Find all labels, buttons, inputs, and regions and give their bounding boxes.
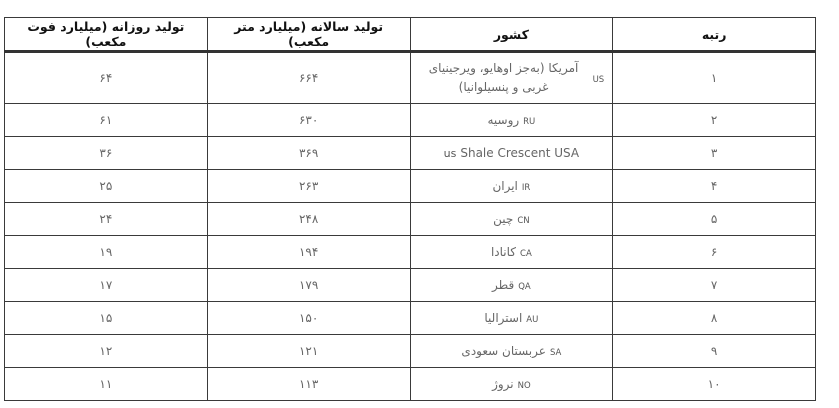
table-row	[5, 269, 816, 302]
rank-cell: ۸	[613, 302, 816, 335]
table-row	[5, 104, 816, 137]
country-cell	[410, 203, 613, 236]
country-name: عربستان سعودی	[461, 344, 546, 359]
gas-production-table	[4, 17, 816, 401]
country-name: قطر	[492, 278, 515, 293]
table-row	[5, 52, 816, 104]
rank-cell: ۱۰	[613, 368, 816, 401]
annual-cell: ۱۱۳	[207, 368, 410, 401]
country-code: CN	[517, 215, 530, 226]
country-code: IR	[521, 182, 531, 193]
country-wrap	[492, 278, 531, 292]
country-name: آمریکا (به‌جز اوهایو، ویرجینیای غربی و پنسیلوانیا)	[428, 61, 579, 94]
country-code: QA	[518, 281, 531, 292]
header-annual: تولید سالانه (میلیارد متر مکعب)	[207, 18, 410, 52]
country-code: NO	[517, 380, 531, 391]
rank-cell: ۹	[613, 335, 816, 368]
daily-cell: ۱۷	[5, 269, 208, 302]
rank-cell: ۳	[613, 137, 816, 170]
table-row	[5, 137, 816, 170]
annual-cell: ۱۲۱	[207, 335, 410, 368]
annual-cell: ۳۶۹	[207, 137, 410, 170]
country-name: نروژ	[492, 377, 514, 392]
country-cell	[410, 104, 613, 137]
table-row	[5, 302, 816, 335]
country-name: روسیه	[487, 113, 520, 128]
daily-cell: ۱۱	[5, 368, 208, 401]
country-wrap	[484, 311, 538, 325]
table-row	[5, 236, 816, 269]
daily-cell: ۶۴	[5, 52, 208, 104]
country-cell	[410, 368, 613, 401]
country-wrap	[492, 377, 531, 391]
annual-cell: ۲۶۳	[207, 170, 410, 203]
country-cell	[410, 269, 613, 302]
daily-cell: ۱۲	[5, 335, 208, 368]
country-cell	[410, 236, 613, 269]
annual-cell: ۱۹۴	[207, 236, 410, 269]
table-row	[5, 170, 816, 203]
country-cell	[410, 137, 613, 170]
daily-cell: ۳۶	[5, 137, 208, 170]
table-header-row	[5, 18, 816, 52]
country-cell	[410, 335, 613, 368]
daily-cell: ۶۱	[5, 104, 208, 137]
country-name: استرالیا	[484, 311, 523, 326]
country-code: US	[592, 74, 605, 85]
annual-cell: ۱۵۰	[207, 302, 410, 335]
rank-cell: ۶	[613, 236, 816, 269]
rank-cell: ۷	[613, 269, 816, 302]
annual-cell: ۲۴۸	[207, 203, 410, 236]
country-code: us	[443, 146, 457, 160]
country-wrap	[493, 212, 529, 226]
daily-cell: ۱۹	[5, 236, 208, 269]
header-daily: تولید روزانه (میلیارد فوت مکعب)	[5, 18, 208, 52]
daily-cell: ۲۴	[5, 203, 208, 236]
country-cell	[410, 302, 613, 335]
country-code: SA	[549, 347, 562, 358]
country-wrap	[491, 245, 532, 259]
header-country: کشور	[410, 18, 613, 52]
country-cell	[410, 170, 613, 203]
country-cell	[410, 52, 613, 104]
rank-cell: ۴	[613, 170, 816, 203]
annual-cell: ۱۷۹	[207, 269, 410, 302]
country-wrap	[444, 146, 579, 161]
rank-cell: ۵	[613, 203, 816, 236]
country-wrap	[461, 344, 561, 358]
country-name: چین	[493, 212, 514, 227]
header-rank: رتبه	[613, 18, 816, 52]
annual-cell: ۶۶۴	[207, 52, 410, 104]
country-code: AU	[526, 314, 539, 325]
table-row	[5, 335, 816, 368]
rank-cell: ۱	[613, 52, 816, 104]
country-wrap	[492, 179, 530, 193]
daily-cell: ۱۵	[5, 302, 208, 335]
rank-cell: ۲	[613, 104, 816, 137]
country-wrap	[487, 113, 535, 127]
country-name: ایران	[492, 179, 518, 194]
country-wrap	[419, 61, 605, 94]
table-row	[5, 203, 816, 236]
country-code: CA	[520, 248, 532, 259]
country-name: کانادا	[490, 245, 517, 260]
table-row	[5, 368, 816, 401]
daily-cell: ۲۵	[5, 170, 208, 203]
annual-cell: ۶۳۰	[207, 104, 410, 137]
country-code: RU	[523, 116, 536, 127]
country-name: Shale Crescent USA	[460, 146, 580, 161]
